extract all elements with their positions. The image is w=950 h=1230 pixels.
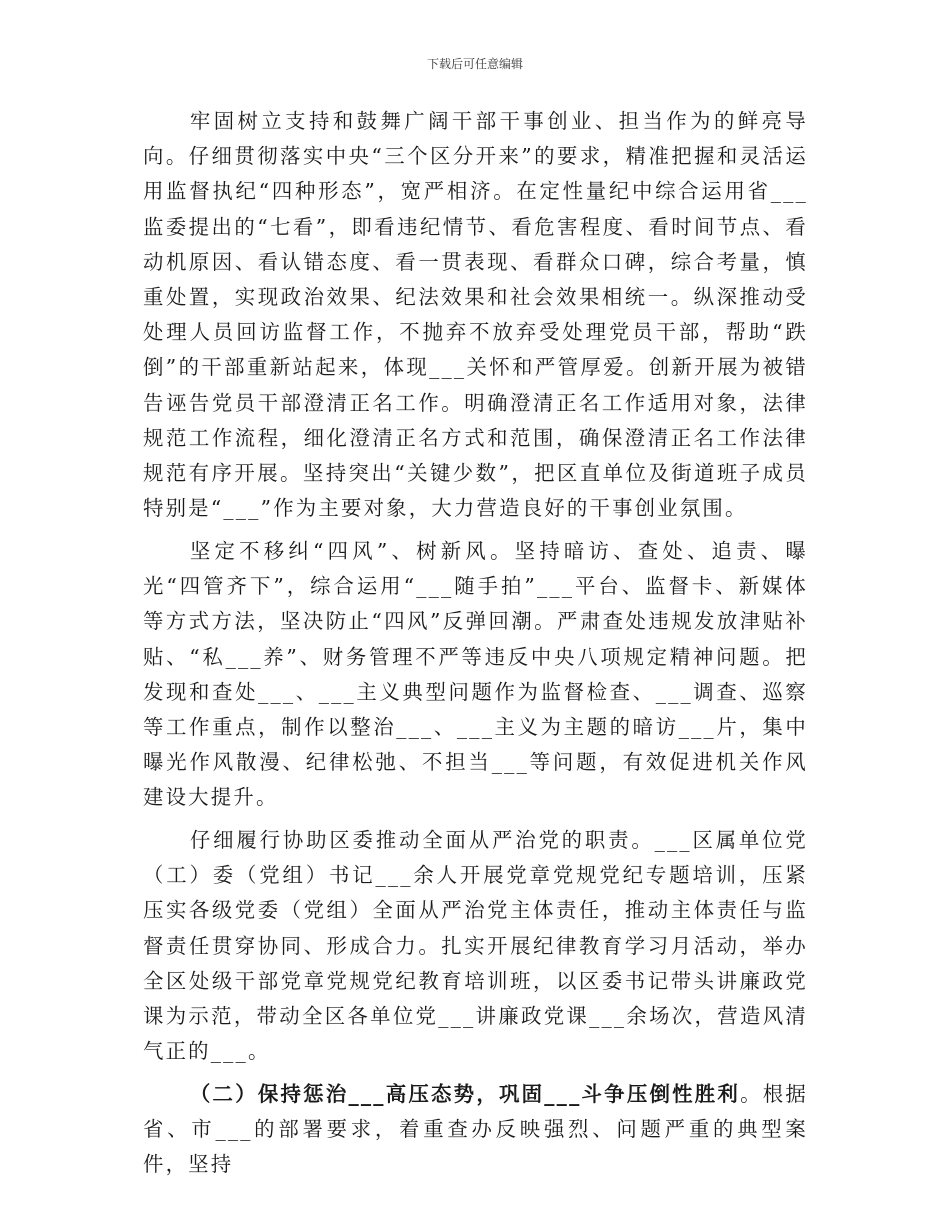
- section-heading: （二）保持惩治___高压态势，巩固___斗争压倒性胜利: [189, 1081, 741, 1106]
- document-body: [143, 104, 808, 1183]
- paragraph-4: [143, 1077, 808, 1183]
- paragraph-2: 坚定不移纠“四风”、树新风。坚持暗访、查处、追责、曝光“四管齐下”，综合运用“___随手拍”___平台、监督卡、新媒体等方式方法，坚决防止“四风”反弹回潮。严肃查处违规发放津贴补贴、“私___养”、财务管理不严等违反中央八项规定精神问题。把发现和查处___、___主义典型问题作为监督检查、___调查、巡察等工作重点，制作以整治___、___主义为主题的暗访___片，集中曝光作风散漫、纪律松弛、不担当___等问题，有效促进机关作风建设大提升。: [143, 538, 808, 810]
- page-header: 下载后可任意编辑: [426, 57, 523, 71]
- paragraph-4-text: 。根据省、市___的部署要求，着重查办反映强烈、问题严重的典型案件，坚持: [143, 1081, 808, 1177]
- paragraph-3: 仔细履行协助区委推动全面从严治党的职责。___区属单位党（工）委（党组）书记___余人开展党章党规党纪专题培训，压紧压实各级党委（党组）全面从严治党主体责任，推动主体责任与监督责任贯穿协同、形成合力。扎实开展纪律教育学习月活动，举办全区处级干部党章党规党纪教育培训班，以区委书记带头讲廉政党课为示范，带动全区各单位党___讲廉政党课___余场次，营造风清气正的___。: [143, 828, 808, 1064]
- paragraph-1: 牢固树立支持和鼓舞广阔干部干事创业、担当作为的鲜亮导向。仔细贯彻落实中央“三个区分开来”的要求，精准把握和灵活运用监督执纪“四种形态”，宽严相济。在定性量纪中综合运用省___监委提出的“七看”，即看违纪情节、看危害程度、看时间节点、看动机原因、看认错态度、看一贯表现、看群众口碑，综合考量，慎重处置，实现政治效果、纪法效果和社会效果相统一。纵深推动受处理人员回访监督工作，不抛弃不放弃受处理党员干部，帮助“跌倒”的干部重新站起来，体现___关怀和严管厚爱。创新开展为被错告诬告党员干部澄清正名工作。明确澄清正名工作适用对象，法律规范工作流程，细化澄清正名方式和范围，确保澄清正名工作法律规范有序开展。坚持突出“关键少数”，把区直单位及街道班子成员特别是“___”作为主要对象，大力营造良好的干事创业氛围。: [143, 109, 808, 521]
